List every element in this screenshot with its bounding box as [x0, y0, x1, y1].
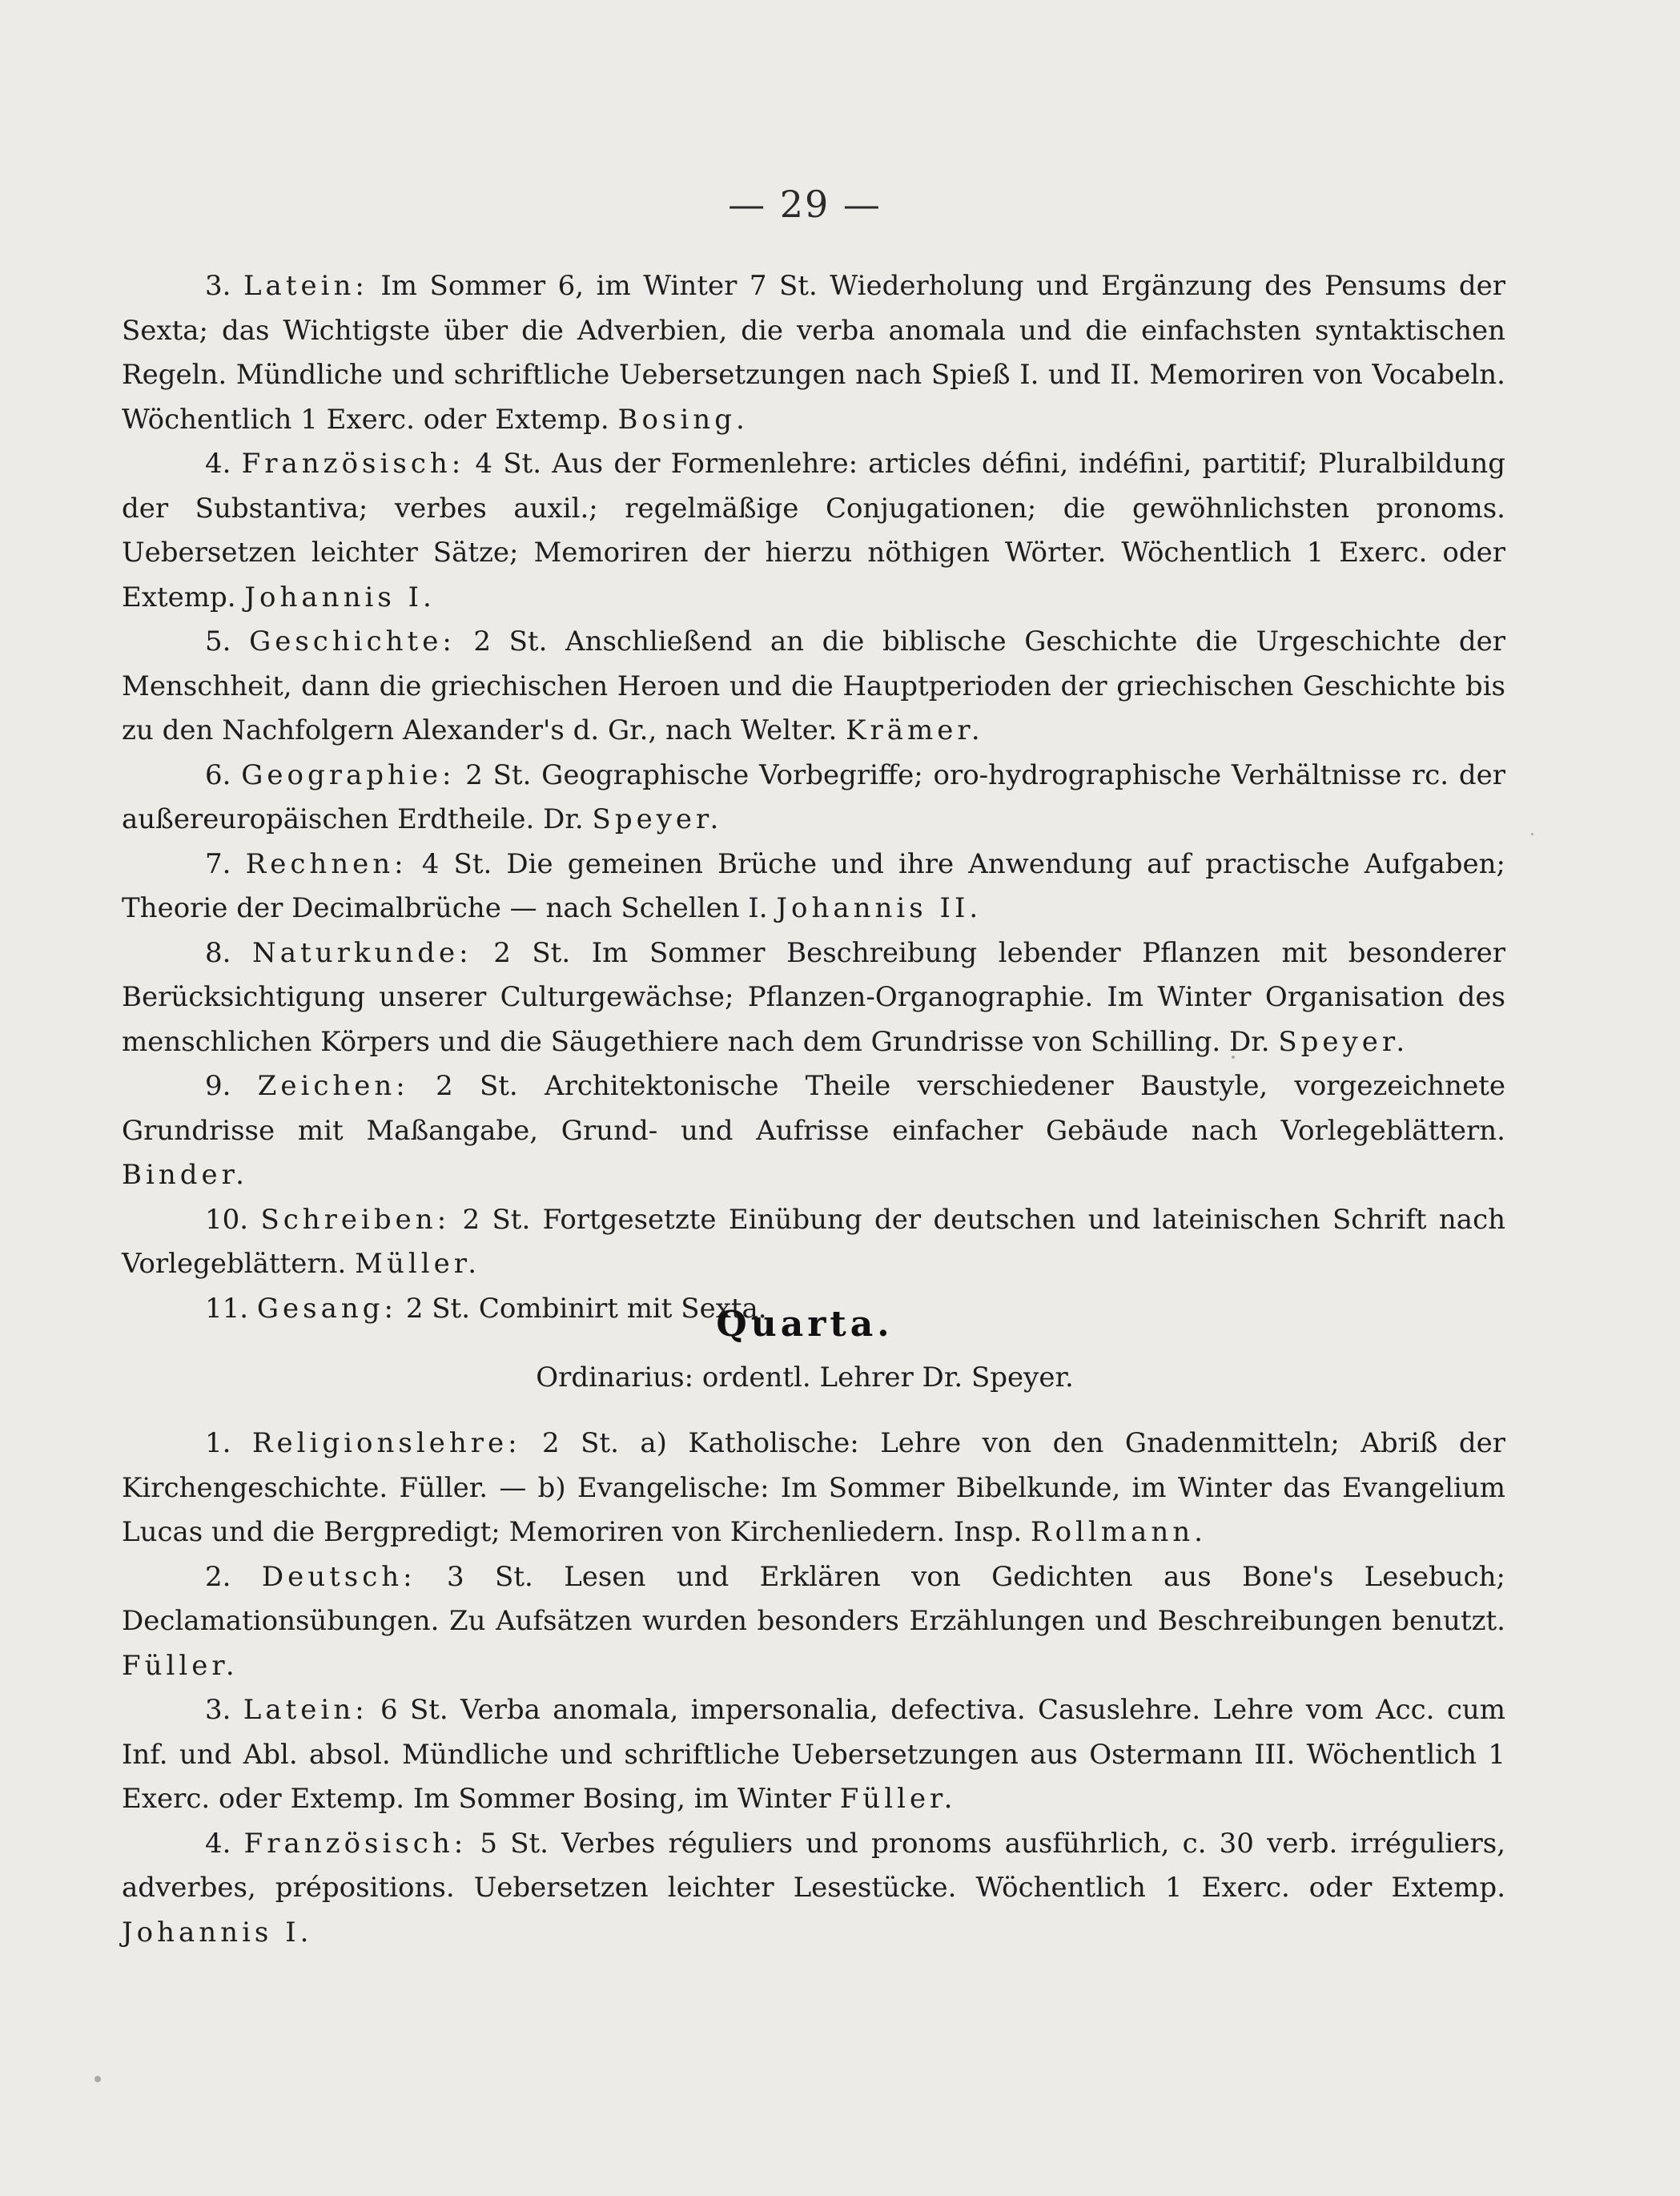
quarta-curriculum — [122, 1422, 1505, 1955]
teacher-name: Binder. — [122, 1159, 248, 1191]
curriculum-entry — [122, 1198, 1505, 1287]
entry-number: 8. — [205, 936, 231, 969]
entry-number: 4. — [205, 1827, 231, 1860]
entry-text: 6 St. Verba anomala, impersonalia, defectiva. Casuslehre. Lehre vom Acc. cum Inf. und Abl. absol. Mündliche und schriftliche Uebersetzungen aus Ostermann III. Wöchentlich 1 Exerc. oder Extemp. Im Sommer Bosing, im Winter — [122, 1694, 1506, 1815]
curriculum-entry — [122, 843, 1505, 931]
subject-name: Rechnen: — [245, 847, 408, 880]
subject-name: Geschichte: — [249, 625, 456, 658]
subject-name: Zeichen: — [257, 1070, 409, 1102]
sexta-curriculum — [122, 264, 1505, 1331]
teacher-name: Speyer. — [592, 803, 723, 835]
subject-name: Französisch: — [243, 1827, 468, 1860]
teacher-name: Johannis I. — [244, 581, 436, 613]
curriculum-entry — [122, 264, 1505, 442]
teacher-name: Füller. — [122, 1649, 239, 1682]
entry-text: 3 St. Lesen und Erklären von Gedichten aus Bone's Lesebuch; Declamationsübungen. Zu Aufsätzen wurden besonders Erzählungen und Beschreibungen benutzt. — [122, 1560, 1506, 1637]
subject-name: Latein: — [243, 270, 368, 302]
entry-number: 10. — [205, 1203, 249, 1236]
entry-text: 2 St. Fortgesetzte Einübung der deutschen und lateinischen Schrift nach Vorlegeblättern. — [122, 1203, 1506, 1280]
entry-number: 7. — [205, 847, 231, 880]
entry-text: 2 St. Combinirt mit Sexta. — [405, 1292, 767, 1325]
entry-number: 9. — [205, 1070, 231, 1102]
section-subheading: Ordinarius: ordentl. Lehrer Dr. Speyer. — [536, 1361, 1074, 1394]
entry-text: 2 St. a) Katholische: Lehre von den Gnadenmitteln; Abriß der Kirchengeschichte. Füller. — b) Evangelische: Im Sommer Bibelkunde, im Winter das Evangelium Lucas und die Bergpredigt; Memoriren von Kirchenliedern. Insp. — [122, 1427, 1506, 1548]
teacher-name: Bosing. — [617, 403, 749, 436]
paper-speck — [94, 2076, 101, 2082]
entry-text: 5 St. Verbes réguliers und pronoms ausführlich, c. 30 verb. irréguliers, adverbes, prépositions. Uebersetzen leichter Lesestücke. Wöchentlich 1 Exerc. oder Extemp. — [122, 1827, 1505, 1904]
entry-number: 3. — [205, 1694, 231, 1726]
subject-name: Gesang: — [256, 1292, 398, 1325]
curriculum-entry — [122, 1688, 1505, 1822]
curriculum-entry — [122, 1422, 1505, 1555]
section-heading: Quarta. — [716, 1304, 894, 1345]
entry-number: 6. — [205, 758, 231, 791]
curriculum-entry — [122, 620, 1505, 754]
entry-number: 4. — [205, 448, 231, 480]
subject-name: Deutsch: — [261, 1560, 416, 1593]
subject-name: Schreiben: — [260, 1203, 451, 1236]
entry-text: Im Sommer 6, im Winter 7 St. Wiederholung und Ergänzung des Pensums der Sexta; das Wichtigste über die Adverbien, die verba anomala und die einfachsten syntaktischen Regeln. Mündliche und schriftliche Uebersetzungen nach Spieß I. und II. Memoriren von Vocabeln. Wöchentlich 1 Exerc. oder Extemp. — [122, 270, 1506, 436]
subject-name: Latein: — [243, 1694, 368, 1726]
page-number: — 29 — — [728, 183, 882, 226]
entry-number: 1. — [205, 1427, 231, 1459]
entry-text: 2 St. Im Sommer Beschreibung lebender Pflanzen mit besonderer Berücksichtigung unserer Culturgewächse; Pflanzen-Organographie. Im Winter Organisation des menschlichen Körpers und die Säugethiere nach dem Grundrisse von Schilling. Dr. — [122, 936, 1506, 1058]
curriculum-entry — [122, 931, 1505, 1065]
teacher-name: Müller. — [355, 1248, 481, 1280]
subject-name: Religionslehre: — [251, 1427, 521, 1459]
entry-number: 5. — [205, 625, 231, 658]
curriculum-entry — [122, 754, 1505, 843]
entry-text: 2 St. Architektonische Theile verschiedener Baustyle, vorgezeichnete Grundrisse mit Maßangabe, Grund- und Aufrisse einfacher Gebäude nach Vorlegeblättern. — [122, 1070, 1505, 1147]
subject-name: Geographie: — [241, 758, 456, 791]
entry-number: 2. — [205, 1560, 231, 1593]
paper-speck — [1531, 833, 1533, 835]
teacher-name: Rollmann. — [1030, 1516, 1207, 1548]
teacher-name: Speyer. — [1278, 1025, 1409, 1058]
teacher-name: Johannis I. — [122, 1916, 313, 1949]
curriculum-entry — [122, 1822, 1505, 1956]
entry-number: 3. — [205, 270, 231, 302]
entry-text: 2 St. Geographische Vorbegriffe; oro-hydrographische Verhältnisse rc. der außereuropäischen Erdtheile. Dr. — [122, 758, 1506, 835]
curriculum-entry — [122, 1555, 1505, 1689]
teacher-name: Johannis II. — [776, 892, 983, 924]
subject-name: Französisch: — [241, 448, 465, 480]
curriculum-entry — [122, 442, 1505, 620]
entry-text: 4 St. Die gemeinen Brüche und ihre Anwendung auf practische Aufgaben; Theorie der Decimalbrüche — nach Schellen I. — [122, 847, 1506, 924]
teacher-name: Füller. — [839, 1783, 957, 1815]
teacher-name: Krämer. — [846, 714, 984, 746]
entry-text: 4 St. Aus der Formenlehre: articles défini, indéfini, partitif; Pluralbildung der Substantiva; verbes auxil.; regelmäßige Conjugationen; die gewöhnlichsten pronoms. Uebersetzen leichter Sätze; Memoriren der hierzu nöthigen Wörter. Wöchentlich 1 Exerc. oder Extemp. — [122, 448, 1505, 613]
entry-number: 11. — [205, 1292, 249, 1325]
curriculum-entry — [122, 1064, 1505, 1198]
entry-text: 2 St. Anschließend an die biblische Geschichte die Urgeschichte der Menschheit, dann die griechischen Heroen und die Hauptperioden der griechischen Geschichte bis zu den Nachfolgern Alexander's d. Gr., nach Welter. — [122, 625, 1505, 746]
subject-name: Naturkunde: — [252, 936, 472, 969]
